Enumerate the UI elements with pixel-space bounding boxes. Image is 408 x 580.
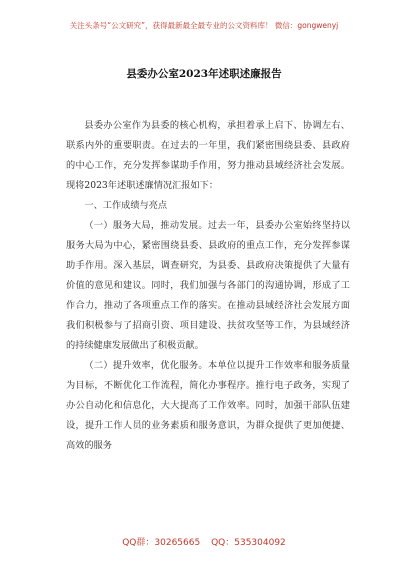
document-body: [66, 116, 350, 456]
footer-qq-group: QQ群：30265665: [122, 538, 201, 548]
body-paragraph: （二）提升效率，优化服务。本单位以提升工作效率和服务质量为目标，不断优化工作流程，简化办事程序。推行电子政务，实现了办公自动化和信息化，大大提高了工作效率。同时，加强干部队伍建设，提升工作人员的业务素质和服务意识，为群众提供了更加便捷、高效的服务: [66, 360, 350, 451]
document-title: 县委办公室2023年述职述廉报告: [126, 68, 282, 80]
section-heading: 一、工作成绩与亮点: [84, 200, 168, 211]
header-promo-note: 关注头条号“公文研究”，获得最新最全最专业的公文资料库！ 微信：gongwenyj: [69, 21, 339, 30]
footer-qq: QQ：535304092: [211, 538, 286, 548]
intro-paragraph: 县委办公室作为县委的核心机构，承担着承上启下、协调左右、联系内外的重要职责。在过去的一年里，我们紧密围绕县委、县政府的中心工作，充分发挥参谋助手作用，努力推动县域经济社会发展。现将2023年述职述廉情况汇报如下：: [66, 120, 350, 191]
footer-contact: [0, 535, 408, 548]
body-paragraph: （一）服务大局，推动发展。过去一年，县委办公室始终坚持以服务大局为中心，紧密围绕县委、县政府的重点工作，充分发挥参谋助手作用。深入基层，调查研究，为县委、县政府决策提供了大量有价值的意见和建议。同时，我们加强与各部门的沟通协调，形成了工作合力，推动了各项重点工作的落实。在推动县域经济社会发展方面我们积极参与了招商引资、项目建设、扶贫攻坚等工作，为县域经济的持续健康发展做出了积极贡献。: [66, 220, 350, 351]
